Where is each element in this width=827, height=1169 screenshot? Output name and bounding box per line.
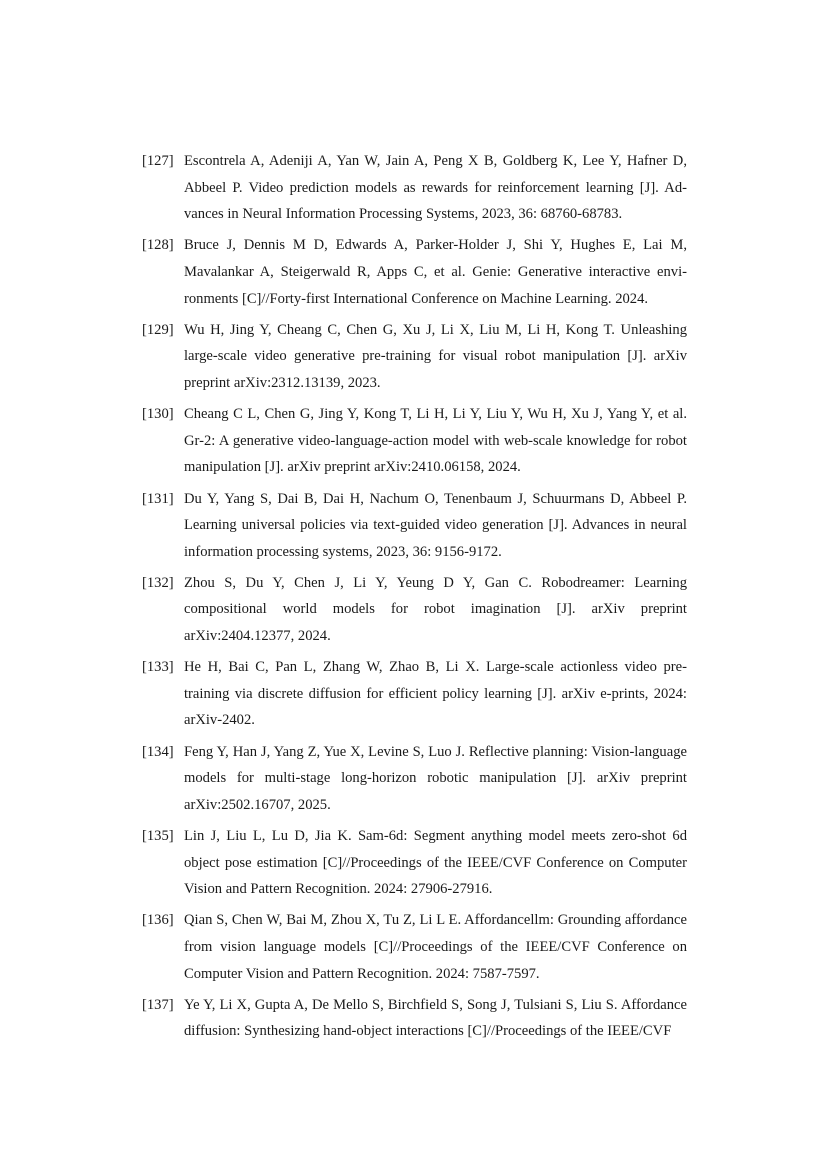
reference-number: [136] xyxy=(142,912,174,929)
reference-text: Lin J, Liu L, Lu D, Jia K. Sam-6d: Segment anything model meets zero-shot 6d object pose estimation [C]//Proceedings of the IEEE/CVF Conference on Computer Vision and Pattern Recognition. 2024: 27906-27916. xyxy=(184,828,687,898)
reference-text: Cheang C L, Chen G, Jing Y, Kong T, Li H, Li Y, Liu Y, Wu H, Xu J, Yang Y, et al. Gr-2: A generative video-language-action model with web-scale knowledge for robot manipulation [J]. arXiv preprint arXiv:2410.06158, 2024. xyxy=(184,406,687,476)
reference-number: [135] xyxy=(142,828,174,844)
reference-text: Qian S, Chen W, Bai M, Zhou X, Tu Z, Li L E. Affordancellm: Grounding affordance from vision language models [C]//Proceedings of the IEEE/CVF Conference on Computer Vision and Pattern Recognition. 2024: 7587-7597. xyxy=(184,912,687,982)
reference-number: [132] xyxy=(142,574,174,591)
reference-text: Zhou S, Du Y, Chen J, Li Y, Yeung D Y, Gan C. Robodreamer: Learning compositional world models for robot imagination [J]. arXiv preprint arXiv:2404.12377, 2024. xyxy=(184,574,687,645)
reference-number: [134] xyxy=(142,743,174,760)
reference-item xyxy=(142,232,687,312)
reference-item xyxy=(142,992,687,1045)
reference-text: Bruce J, Dennis M D, Edwards A, Parker-Holder J, Shi Y, Hughes E, Lai M, Mavalankar A, Steigerwald R, Apps C, et al. Genie: Generative interactive environments [C]//Forty-first International Conference on Machine Learning. 2024. xyxy=(184,237,687,307)
reference-item xyxy=(142,401,687,481)
reference-text: Du Y, Yang S, Dai B, Dai H, Nachum O, Tenenbaum J, Schuurmans D, Abbeel P. Learning universal policies via text-guided video generation [J]. Advances in neural information processing systems, 2023, 36: 9156-9172. xyxy=(184,490,687,560)
reference-item xyxy=(142,317,687,397)
reference-number: [131] xyxy=(142,490,174,507)
reference-item xyxy=(142,148,687,228)
reference-number: [127] xyxy=(142,153,174,169)
reference-text: Feng Y, Han J, Yang Z, Yue X, Levine S, Luo J. Reflective planning: Vision-language models for multi-stage long-horizon robotic manipulation [J]. arXiv preprint arXiv:2502.16707, 2025. xyxy=(184,743,687,813)
reference-number: [137] xyxy=(142,996,174,1013)
reference-number: [128] xyxy=(142,237,174,254)
reference-text: Ye Y, Li X, Gupta A, De Mello S, Birchfield S, Song J, Tulsiani S, Liu S. Affordance diffusion: Synthesizing hand-object interactions [C]//Proceedings of the IEEE/CVF xyxy=(184,996,687,1040)
reference-text: Escontrela A, Adeniji A, Yan W, Jain A, Peng X B, Goldberg K, Lee Y, Hafner D, Abbeel P. Video prediction models as rewards for reinforcement learning [J]. Advances in Neural Information Processing Systems, 2023, 36: 68760-68783. xyxy=(184,153,687,223)
reference-item xyxy=(142,823,687,903)
reference-text: He H, Bai C, Pan L, Zhang W, Zhao B, Li X. Large-scale actionless video pre-training via discrete diffusion for efficient policy learning [J]. arXiv e-prints, 2024: arXiv-2402. xyxy=(184,659,687,729)
reference-item xyxy=(142,486,687,566)
reference-number: [130] xyxy=(142,406,174,423)
reference-number: [129] xyxy=(142,321,174,338)
reference-item xyxy=(142,654,687,734)
reference-text: Wu H, Jing Y, Cheang C, Chen G, Xu J, Li X, Liu M, Li H, Kong T. Unleashing large-scale video generative pre-training for visual robot manipulation [J]. arXiv preprint arXiv:2312.13139, 2023. xyxy=(184,321,687,391)
reference-list xyxy=(142,148,687,1050)
reference-number: [133] xyxy=(142,659,174,676)
reference-item xyxy=(142,907,687,987)
reference-item xyxy=(142,570,687,650)
reference-item xyxy=(142,739,687,819)
